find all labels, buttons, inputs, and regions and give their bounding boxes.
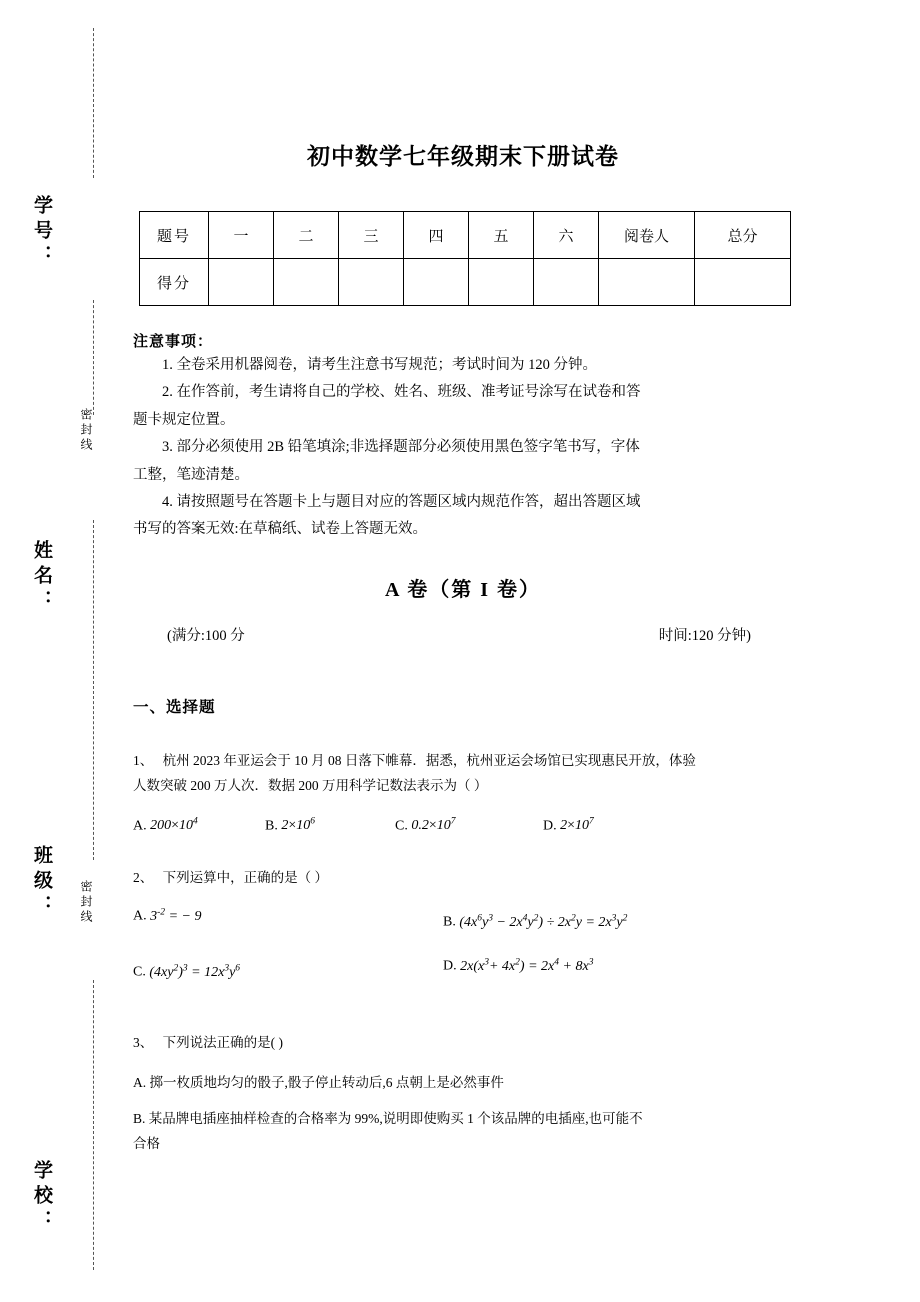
- exam-paper-body: [133, 0, 793, 1157]
- notice-item-1: 1. 全卷采用机器阅卷，请考生注意书写规范；考试时间为 120 分钟。: [162, 357, 597, 373]
- question-1-options: [133, 817, 793, 835]
- score-table-row-label: 得分: [140, 259, 209, 306]
- question-3-option-b-text-cont: 合格: [133, 1136, 160, 1152]
- notice-item-2-cont: 题卡规定位置。: [133, 411, 235, 428]
- score-table-header-1: 一: [209, 212, 274, 259]
- dashed-line-segment-2: [93, 300, 94, 415]
- dashed-line-segment-4: [93, 980, 94, 1270]
- score-table: [139, 211, 791, 306]
- left-margin-column: [0, 0, 130, 1302]
- score-table-header-2: 二: [274, 212, 339, 259]
- question-2-option-b[interactable]: B. $(4x^6y^3 - 2x^4y^2) \div 2x^2y = 2x^3y^2$: [443, 913, 628, 930]
- notice-item-3-cont: 工整，笔迹清楚。: [133, 466, 249, 483]
- score-table-header-grader: 阅卷人: [599, 212, 695, 259]
- question-2-option-a[interactable]: A. $3^{-2}$ = − 9: [133, 907, 202, 924]
- question-3-line1: 下列说法正确的是( ): [162, 1035, 283, 1051]
- question-3-option-b-label: B.: [133, 1110, 146, 1126]
- score-cell-2[interactable]: [274, 259, 339, 306]
- question-1-line2: 人数突破 200 万人次．数据 200 万用科学记数法表示为（ ）: [133, 777, 488, 793]
- question-2-line1: 下列运算中，正确的是（ ）: [162, 870, 328, 886]
- full-score-label: (满分:100 分: [167, 627, 245, 644]
- score-table-header-4: 四: [404, 212, 469, 259]
- question-2-option-c[interactable]: C. $(4xy^2)^3 = 12x^3y^6$: [133, 963, 241, 980]
- question-1-option-a[interactable]: A. $200\times 10^4$: [133, 816, 198, 834]
- question-2: [133, 866, 793, 891]
- question-3-number: 3、: [133, 1035, 154, 1051]
- score-time-row: [133, 624, 793, 645]
- question-1-number: 1、: [133, 752, 154, 768]
- question-3: [133, 1031, 793, 1056]
- score-cell-6[interactable]: [534, 259, 599, 306]
- paper-section-heading: A 卷（第 I 卷）: [384, 578, 542, 601]
- dashed-line-segment-3: [93, 520, 94, 860]
- seal-line-label-bottom: 密封线: [79, 880, 93, 925]
- question-1-option-d[interactable]: D. $2\times 10^7$: [543, 816, 594, 834]
- field-label-name: 姓名：: [31, 540, 52, 615]
- field-label-student-id: 学号：: [31, 195, 52, 270]
- question-section-title: 一、选择题: [133, 698, 216, 716]
- field-label-class: 班级：: [31, 845, 52, 920]
- score-cell-total[interactable]: [695, 259, 791, 306]
- notice-item-4: 4. 请按照题号在答题卡上与题目对应的答题区域内规范作答，超出答题区域: [162, 493, 641, 510]
- score-cell-1[interactable]: [209, 259, 274, 306]
- question-1-option-b[interactable]: B. $2\times 10^6$: [265, 816, 316, 834]
- question-2-option-d[interactable]: D. $2x(x^3+ 4x^2) = 2x^4 + 8x^3$: [443, 957, 594, 974]
- question-3-option-a-text: 掷一枚质地均匀的骰子,骰子停止转动后,6 点朝上是必然事件: [149, 1075, 504, 1091]
- notice-item-4-cont: 书写的答案无效:在草稿纸、试卷上答题无效。: [133, 521, 428, 538]
- question-3-option-b-cont: [133, 1131, 793, 1157]
- score-table-header-label: 题号: [140, 212, 209, 259]
- question-2-number: 2、: [133, 870, 154, 886]
- score-cell-grader[interactable]: [599, 259, 695, 306]
- question-3-option-b[interactable]: [133, 1106, 793, 1132]
- score-cell-4[interactable]: [404, 259, 469, 306]
- field-label-school: 学校：: [31, 1160, 52, 1235]
- score-cell-5[interactable]: [469, 259, 534, 306]
- score-cell-3[interactable]: [339, 259, 404, 306]
- notice-title: 注意事项：: [133, 334, 214, 350]
- question-3-option-a-label: A.: [133, 1075, 147, 1091]
- question-1-option-c[interactable]: C. $0.2\times 10^7$: [395, 816, 456, 834]
- question-3-option-a[interactable]: [133, 1070, 793, 1096]
- page-title: 初中数学七年级期末下册试卷: [307, 144, 619, 169]
- score-table-header-3: 三: [339, 212, 404, 259]
- seal-line-label-top: 密封线: [79, 408, 93, 453]
- dashed-line-segment-1: [93, 28, 94, 178]
- time-limit-label: 时间:120 分钟): [658, 627, 751, 644]
- table-row: [140, 212, 791, 259]
- question-1-line1: 杭州 2023 年亚运会于 10 月 08 日落下帷幕．据悉，杭州亚运会场馆已实现惠民开放，体验: [162, 752, 696, 768]
- notice-item-3: 3. 部分必须使用 2B 铅笔填涂;非选择题部分必须使用黑色签字笔书写，字体: [162, 439, 640, 456]
- score-table-header-6: 六: [534, 212, 599, 259]
- score-table-header-total: 总分: [695, 212, 791, 259]
- question-2-options: [133, 907, 793, 999]
- score-table-header-5: 五: [469, 212, 534, 259]
- question-1: [133, 749, 793, 799]
- question-3-option-b-text: 某品牌电插座抽样检查的合格率为 99%,说明即使购买 1 个该品牌的电插座,也可能不: [148, 1110, 643, 1126]
- table-row: [140, 259, 791, 306]
- notice-item-2: 2. 在作答前，考生请将自己的学校、姓名、班级、准考证号涂写在试卷和答: [162, 384, 641, 401]
